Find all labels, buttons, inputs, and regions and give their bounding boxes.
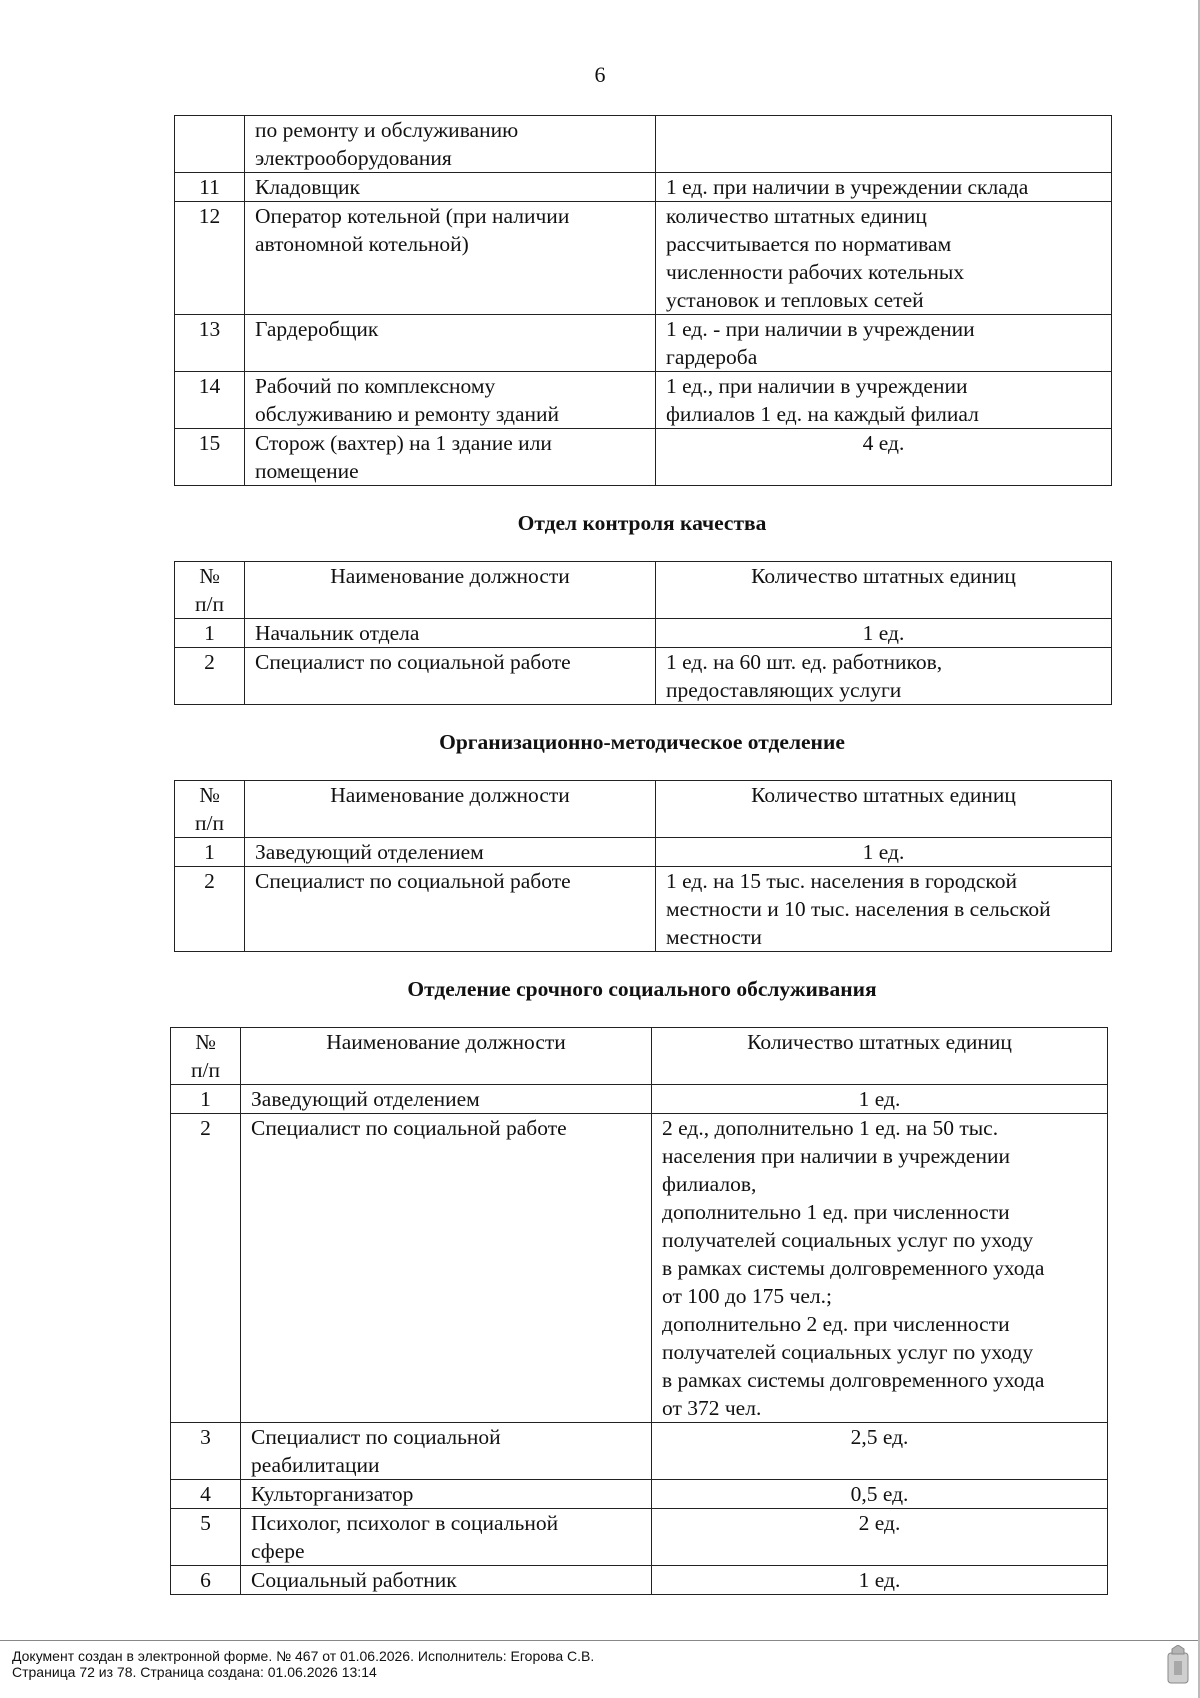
row-quantity: 1 ед. <box>652 1085 1108 1114</box>
row-number: 1 <box>171 1085 241 1114</box>
row-quantity: 2,5 ед. <box>652 1423 1108 1480</box>
row-position: Заведующий отделением <box>245 838 656 867</box>
row-position: Сторож (вахтер) на 1 здание или помещение <box>245 429 656 486</box>
row-position: Начальник отдела <box>245 619 656 648</box>
staff-table-continued <box>174 115 1112 486</box>
row-quantity: 2 ед., дополнительно 1 ед. на 50 тыс. населения при наличии в учреждении филиалов, дополнительно 1 ед. при численности получателей социальных услуг по уходу в рамках системы долговременного ухода от 100 до 175 чел.; дополнительно 2 ед. при численности получателей социальных услуг по уходу в рамках системы долговременного ухода от 372 чел. <box>652 1114 1108 1423</box>
table-row <box>175 372 1112 429</box>
row-number: 1 <box>175 838 245 867</box>
row-quantity: 1 ед. <box>656 838 1112 867</box>
footer-line-document: Документ создан в электронной форме. № 467 от 01.06.2026. Исполнитель: Егорова С.В. <box>12 1648 595 1664</box>
coat-of-arms-icon <box>1166 1645 1190 1685</box>
table-header-row <box>175 562 1112 619</box>
row-number: 6 <box>171 1566 241 1595</box>
row-number: 2 <box>175 867 245 952</box>
row-number: 13 <box>175 315 245 372</box>
table-row <box>175 648 1112 705</box>
row-position: Кладовщик <box>245 173 656 202</box>
row-number: 5 <box>171 1509 241 1566</box>
header-position: Наименование должности <box>241 1028 652 1085</box>
row-quantity: 1 ед. <box>656 619 1112 648</box>
row-quantity <box>656 116 1112 173</box>
table-header-row <box>175 781 1112 838</box>
table-row <box>175 619 1112 648</box>
footer-divider <box>0 1640 1200 1641</box>
table-row <box>175 867 1112 952</box>
row-number: 14 <box>175 372 245 429</box>
row-position: Специалист по социальной работе <box>245 648 656 705</box>
section-title-urgent-service: Отделение срочного социального обслуживания <box>407 977 877 1001</box>
row-position: Рабочий по комплексному обслуживанию и ремонту зданий <box>245 372 656 429</box>
table-row <box>175 429 1112 486</box>
document-footer <box>12 1648 594 1680</box>
row-number: 11 <box>175 173 245 202</box>
row-number: 3 <box>171 1423 241 1480</box>
table-row <box>171 1423 1108 1480</box>
table-row <box>171 1085 1108 1114</box>
staff-table-methodical <box>174 780 1112 952</box>
row-position: Специалист по социальной работе <box>241 1114 652 1423</box>
row-quantity: 1 ед., при наличии в учреждении филиалов 1 ед. на каждый филиал <box>656 372 1112 429</box>
table-row <box>171 1566 1108 1595</box>
header-number: № п/п <box>171 1028 241 1085</box>
row-number: 2 <box>171 1114 241 1423</box>
header-quantity: Количество штатных единиц <box>656 562 1112 619</box>
row-number: 15 <box>175 429 245 486</box>
table-header-row <box>171 1028 1108 1085</box>
section-title-methodical: Организационно-методическое отделение <box>439 730 845 754</box>
header-quantity: Количество штатных единиц <box>652 1028 1108 1085</box>
row-position: Заведующий отделением <box>241 1085 652 1114</box>
row-position: Специалист по социальной работе <box>245 867 656 952</box>
row-quantity: 4 ед. <box>656 429 1112 486</box>
header-number: № п/п <box>175 781 245 838</box>
row-number: 12 <box>175 202 245 315</box>
footer-line-page: Страница 72 из 78. Страница создана: 01.06.2026 13:14 <box>12 1664 377 1680</box>
row-number: 2 <box>175 648 245 705</box>
staff-table-urgent-service <box>170 1027 1108 1595</box>
row-position: Оператор котельной (при наличии автономной котельной) <box>245 202 656 315</box>
row-quantity: 1 ед. на 60 шт. ед. работников, предоставляющих услуги <box>656 648 1112 705</box>
row-quantity: 1 ед. - при наличии в учреждении гардероба <box>656 315 1112 372</box>
table-row <box>175 173 1112 202</box>
section-title-quality-control: Отдел контроля качества <box>517 511 767 535</box>
table-row <box>171 1114 1108 1423</box>
row-position: Социальный работник <box>241 1566 652 1595</box>
table-row <box>175 116 1112 173</box>
row-quantity: 1 ед. <box>652 1566 1108 1595</box>
row-position: Специалист по социальной реабилитации <box>241 1423 652 1480</box>
row-quantity: 1 ед. при наличии в учреждении склада <box>656 173 1112 202</box>
row-quantity: 0,5 ед. <box>652 1480 1108 1509</box>
header-position: Наименование должности <box>245 781 656 838</box>
table-row <box>175 315 1112 372</box>
row-quantity: количество штатных единиц рассчитывается по нормативам численности рабочих котельных установок и тепловых сетей <box>656 202 1112 315</box>
table-row <box>171 1480 1108 1509</box>
table-row <box>175 838 1112 867</box>
row-position: Психолог, психолог в социальной сфере <box>241 1509 652 1566</box>
row-number: 1 <box>175 619 245 648</box>
row-number <box>175 116 245 173</box>
row-position: Гардеробщик <box>245 315 656 372</box>
table-row <box>171 1509 1108 1566</box>
row-quantity: 2 ед. <box>652 1509 1108 1566</box>
staff-table-quality-control <box>174 561 1112 705</box>
row-quantity: 1 ед. на 15 тыс. населения в городской местности и 10 тыс. населения в сельской местности <box>656 867 1112 952</box>
row-number: 4 <box>171 1480 241 1509</box>
header-position: Наименование должности <box>245 562 656 619</box>
row-position: Культорганизатор <box>241 1480 652 1509</box>
table-row <box>175 202 1112 315</box>
page-number: 6 <box>594 62 606 87</box>
row-position: по ремонту и обслуживанию электрооборудования <box>245 116 656 173</box>
header-number: № п/п <box>175 562 245 619</box>
header-quantity: Количество штатных единиц <box>656 781 1112 838</box>
